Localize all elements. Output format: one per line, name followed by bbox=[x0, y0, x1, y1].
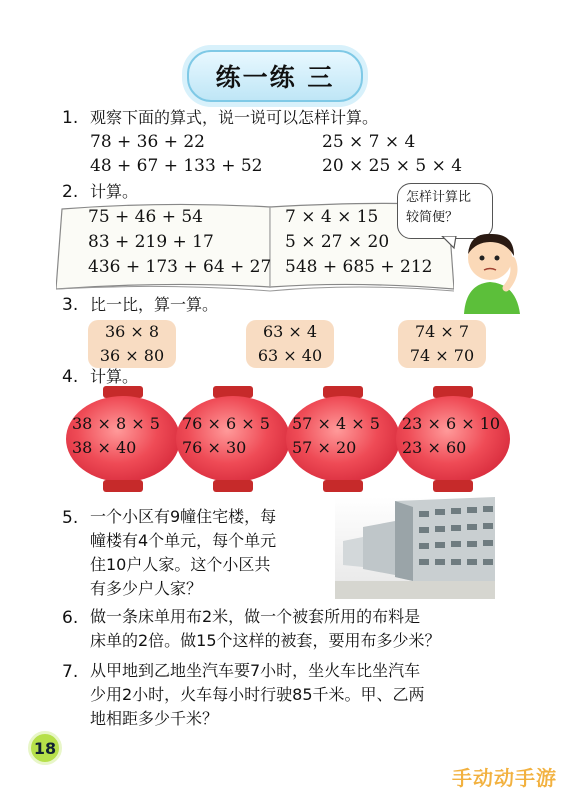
question-line: 一个小区有9幢住宅楼，每 bbox=[90, 507, 277, 526]
q2-expression: 436 + 173 + 64 + 27 bbox=[88, 257, 272, 277]
q2-expression: 548 + 685 + 212 bbox=[285, 257, 433, 277]
question-1-number: 1. bbox=[62, 108, 79, 128]
q1-expression: 78 + 36 + 22 bbox=[90, 132, 205, 152]
lantern-expression: 57 × 20 bbox=[292, 438, 357, 457]
practice-expression: 63 × 40 bbox=[257, 346, 323, 365]
question-line: 床单的2倍。做15个这样的被套，要用布多少米？ bbox=[90, 631, 441, 650]
lantern bbox=[66, 384, 180, 494]
question-6-text bbox=[90, 605, 441, 653]
practice-box bbox=[88, 320, 176, 368]
lantern bbox=[176, 384, 290, 494]
lantern-cap bbox=[433, 480, 473, 492]
question-3-text: 比一比，算一算。 bbox=[90, 295, 219, 314]
lantern-expression: 57 × 4 × 5 bbox=[292, 414, 380, 433]
question-7-number: 7. bbox=[62, 662, 79, 682]
lantern-cap bbox=[323, 480, 363, 492]
question-4-text: 计算。 bbox=[90, 367, 139, 386]
question-5-number: 5. bbox=[62, 508, 79, 528]
question-2-text: 计算。 bbox=[90, 182, 139, 201]
exercise-title-text: 练一练 三 bbox=[215, 63, 335, 92]
speech-line: 怎样计算比 bbox=[406, 190, 472, 205]
question-line: 有多少户人家？ bbox=[90, 579, 203, 598]
q2-expression: 5 × 27 × 20 bbox=[285, 232, 390, 252]
lantern bbox=[396, 384, 510, 494]
practice-box bbox=[246, 320, 334, 368]
lantern-expression: 76 × 30 bbox=[182, 438, 247, 457]
question-5-text bbox=[90, 505, 276, 601]
question-line: 少用2小时，火车每小时行驶85千米。甲、乙两 bbox=[90, 685, 425, 704]
thinking-boy-illustration bbox=[460, 228, 522, 314]
watermark: 手动动手游 bbox=[452, 766, 557, 790]
q2-expression: 83 + 219 + 17 bbox=[88, 232, 214, 252]
exercise-title bbox=[187, 50, 363, 102]
q1-expression: 25 × 7 × 4 bbox=[322, 132, 416, 152]
question-line: 做一条床单用布2米，做一个被套所用的布料是 bbox=[90, 607, 421, 626]
apartment-buildings-photo bbox=[335, 497, 495, 599]
page-number-text: 18 bbox=[33, 738, 57, 758]
lantern bbox=[286, 384, 400, 494]
question-7-text bbox=[90, 659, 425, 731]
lantern-cap bbox=[213, 480, 253, 492]
question-line: 从甲地到乙地坐汽车要7小时，坐火车比坐汽车 bbox=[90, 661, 421, 680]
question-1-text: 观察下面的算式，说一说可以怎样计算。 bbox=[90, 108, 379, 127]
practice-expression: 36 × 8 bbox=[104, 322, 160, 341]
q1-expression: 20 × 25 × 5 × 4 bbox=[322, 156, 463, 176]
question-line: 地相距多少千米？ bbox=[90, 709, 219, 728]
question-3-number: 3. bbox=[62, 295, 79, 315]
lantern-cap bbox=[103, 480, 143, 492]
lantern-expression: 23 × 6 × 10 bbox=[402, 414, 501, 433]
practice-expression: 74 × 7 bbox=[414, 322, 470, 341]
question-2-number: 2. bbox=[62, 182, 79, 202]
lantern-expression: 38 × 40 bbox=[72, 438, 137, 457]
question-6-number: 6. bbox=[62, 608, 79, 628]
practice-expression: 74 × 70 bbox=[409, 346, 475, 365]
practice-expression: 63 × 4 bbox=[262, 322, 318, 341]
lantern-expression: 76 × 6 × 5 bbox=[182, 414, 270, 433]
lantern-expression: 38 × 8 × 5 bbox=[72, 414, 160, 433]
lantern-expression: 23 × 60 bbox=[402, 438, 467, 457]
page-number bbox=[28, 731, 62, 765]
practice-box bbox=[398, 320, 486, 368]
practice-expression: 36 × 80 bbox=[99, 346, 165, 365]
speech-line: 较简便？ bbox=[406, 210, 459, 225]
question-line: 幢楼有4个单元，每个单元 bbox=[90, 531, 277, 550]
question-line: 住10户人家。这个小区共 bbox=[90, 555, 271, 574]
question-4-number: 4. bbox=[62, 367, 79, 387]
speech-bubble-tail-icon bbox=[440, 236, 460, 250]
q1-expression: 48 + 67 + 133 + 52 bbox=[90, 156, 263, 176]
q2-expression: 75 + 46 + 54 bbox=[88, 207, 203, 227]
q2-expression: 7 × 4 × 15 bbox=[285, 207, 379, 227]
